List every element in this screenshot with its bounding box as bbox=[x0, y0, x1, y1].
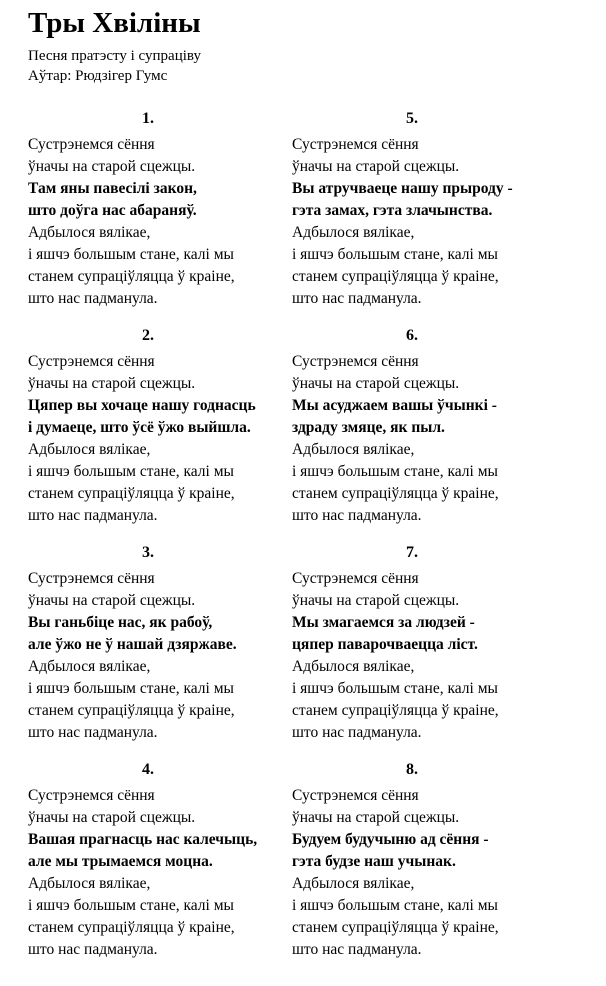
verse-line: Сустрэнемся сёння bbox=[28, 787, 155, 804]
verse-number: 5. bbox=[406, 110, 418, 127]
verse-line: станем супраціўляцца ў краіне, bbox=[292, 485, 499, 502]
verse-block bbox=[292, 325, 556, 527]
verse-line: Адбылося вялікае, bbox=[28, 658, 151, 675]
verse-line: Адбылося вялікае, bbox=[292, 875, 415, 892]
verse-line: і яшчэ большым стане, калі мы bbox=[292, 897, 498, 914]
verse-line-bold: Мы асуджаем вашы ўчынкі - bbox=[292, 397, 497, 414]
verse-line: і яшчэ большым стане, калі мы bbox=[28, 463, 234, 480]
verse-line: станем супраціўляцца ў краіне, bbox=[28, 268, 235, 285]
verse-line: і яшчэ большым стане, калі мы bbox=[28, 246, 234, 263]
verse-line: што нас падманула. bbox=[28, 507, 158, 524]
verse-line: што нас падманула. bbox=[28, 724, 158, 741]
verse-line: Сустрэнемся сёння bbox=[292, 353, 419, 370]
verse-line: Адбылося вялікае, bbox=[292, 224, 415, 241]
verse-line-bold: цяпер паварочваецца ліст. bbox=[292, 636, 478, 653]
verse-line: і яшчэ большым стане, калі мы bbox=[292, 246, 498, 263]
verse-line-bold: Там яны павесілі закон, bbox=[28, 180, 197, 197]
verse-line: і яшчэ большым стане, калі мы bbox=[28, 897, 234, 914]
page-author: Аўтар: Рюдзігер Гумс bbox=[28, 68, 168, 84]
verse-line-bold: гэта будзе наш учынак. bbox=[292, 853, 456, 870]
verse-line: Сустрэнемся сёння bbox=[28, 353, 155, 370]
verse-number: 3. bbox=[142, 544, 154, 561]
verse-line-bold: гэта замах, гэта злачынства. bbox=[292, 202, 493, 219]
verse-block bbox=[28, 759, 292, 961]
page-title: Тры Хвіліны bbox=[28, 7, 201, 39]
verse-line: станем супраціўляцца ў краіне, bbox=[28, 485, 235, 502]
verse-line-bold: Вы атручваеце нашу прыроду - bbox=[292, 180, 513, 197]
verse-line: Сустрэнемся сёння bbox=[28, 570, 155, 587]
verse-line: Сустрэнемся сёння bbox=[292, 136, 419, 153]
verses-grid bbox=[28, 108, 580, 976]
verse-line: што нас падманула. bbox=[292, 724, 422, 741]
verse-number: 6. bbox=[406, 327, 418, 344]
verse-line: ўначы на старой сцежцы. bbox=[292, 592, 460, 609]
verse-line-bold: але ўжо не ў нашай дзяржаве. bbox=[28, 636, 237, 653]
verse-line-bold: Мы змагаемся за людзей - bbox=[292, 614, 475, 631]
verse-line: станем супраціўляцца ў краіне, bbox=[28, 919, 235, 936]
verse-number: 1. bbox=[142, 110, 154, 127]
verse-line: Адбылося вялікае, bbox=[28, 875, 151, 892]
verse-line: станем супраціўляцца ў краіне, bbox=[292, 702, 499, 719]
verse-number: 7. bbox=[406, 544, 418, 561]
verse-line: ўначы на старой сцежцы. bbox=[292, 158, 460, 175]
verse-block bbox=[28, 108, 292, 310]
verse-line: станем супраціўляцца ў краіне, bbox=[28, 702, 235, 719]
verse-line: і яшчэ большым стане, калі мы bbox=[28, 680, 234, 697]
page-subtitle: Песня пратэсту і супраціву bbox=[28, 48, 201, 64]
verse-line-bold: што доўга нас абараняў. bbox=[28, 202, 197, 219]
verse-line: ўначы на старой сцежцы. bbox=[292, 375, 460, 392]
verse-line: Адбылося вялікае, bbox=[292, 658, 415, 675]
verse-line: Сустрэнемся сёння bbox=[292, 787, 419, 804]
verse-line: Сустрэнемся сёння bbox=[292, 570, 419, 587]
verse-line: станем супраціўляцца ў краіне, bbox=[292, 268, 499, 285]
verse-line: і яшчэ большым стане, калі мы bbox=[292, 463, 498, 480]
verse-line-bold: Цяпер вы хочаце нашу годнасць bbox=[28, 397, 256, 414]
verse-line: што нас падманула. bbox=[292, 507, 422, 524]
verse-line-bold: здраду змяце, як пыл. bbox=[292, 419, 445, 436]
verse-block bbox=[28, 325, 292, 527]
verse-number: 2. bbox=[142, 327, 154, 344]
verse-line: Сустрэнемся сёння bbox=[28, 136, 155, 153]
verse-line: Адбылося вялікае, bbox=[292, 441, 415, 458]
verse-line: Адбылося вялікае, bbox=[28, 441, 151, 458]
verse-line: ўначы на старой сцежцы. bbox=[28, 592, 196, 609]
verse-line: што нас падманула. bbox=[292, 290, 422, 307]
verse-line: што нас падманула. bbox=[28, 941, 158, 958]
verse-line: станем супраціўляцца ў краіне, bbox=[292, 919, 499, 936]
verse-line-bold: Будуем будучыню ад сёння - bbox=[292, 831, 489, 848]
verse-line: ўначы на старой сцежцы. bbox=[28, 375, 196, 392]
verse-line: ўначы на старой сцежцы. bbox=[292, 809, 460, 826]
verse-number: 8. bbox=[406, 761, 418, 778]
verse-line: ўначы на старой сцежцы. bbox=[28, 158, 196, 175]
verse-line: што нас падманула. bbox=[28, 290, 158, 307]
verse-line: ўначы на старой сцежцы. bbox=[28, 809, 196, 826]
verse-block bbox=[292, 759, 556, 961]
verse-line: Адбылося вялікае, bbox=[28, 224, 151, 241]
verse-line-bold: і думаеце, што ўсё ўжо выйшла. bbox=[28, 419, 251, 436]
verse-line-bold: Вашая прагнасць нас калечыць, bbox=[28, 831, 258, 848]
verse-line-bold: Вы ганьбіце нас, як рабоў, bbox=[28, 614, 213, 631]
verse-block bbox=[292, 542, 556, 744]
verse-block bbox=[292, 108, 556, 310]
verse-line: што нас падманула. bbox=[292, 941, 422, 958]
verse-line: і яшчэ большым стане, калі мы bbox=[292, 680, 498, 697]
verse-number: 4. bbox=[142, 761, 154, 778]
verse-block bbox=[28, 542, 292, 744]
verse-line-bold: але мы трымаемся моцна. bbox=[28, 853, 213, 870]
